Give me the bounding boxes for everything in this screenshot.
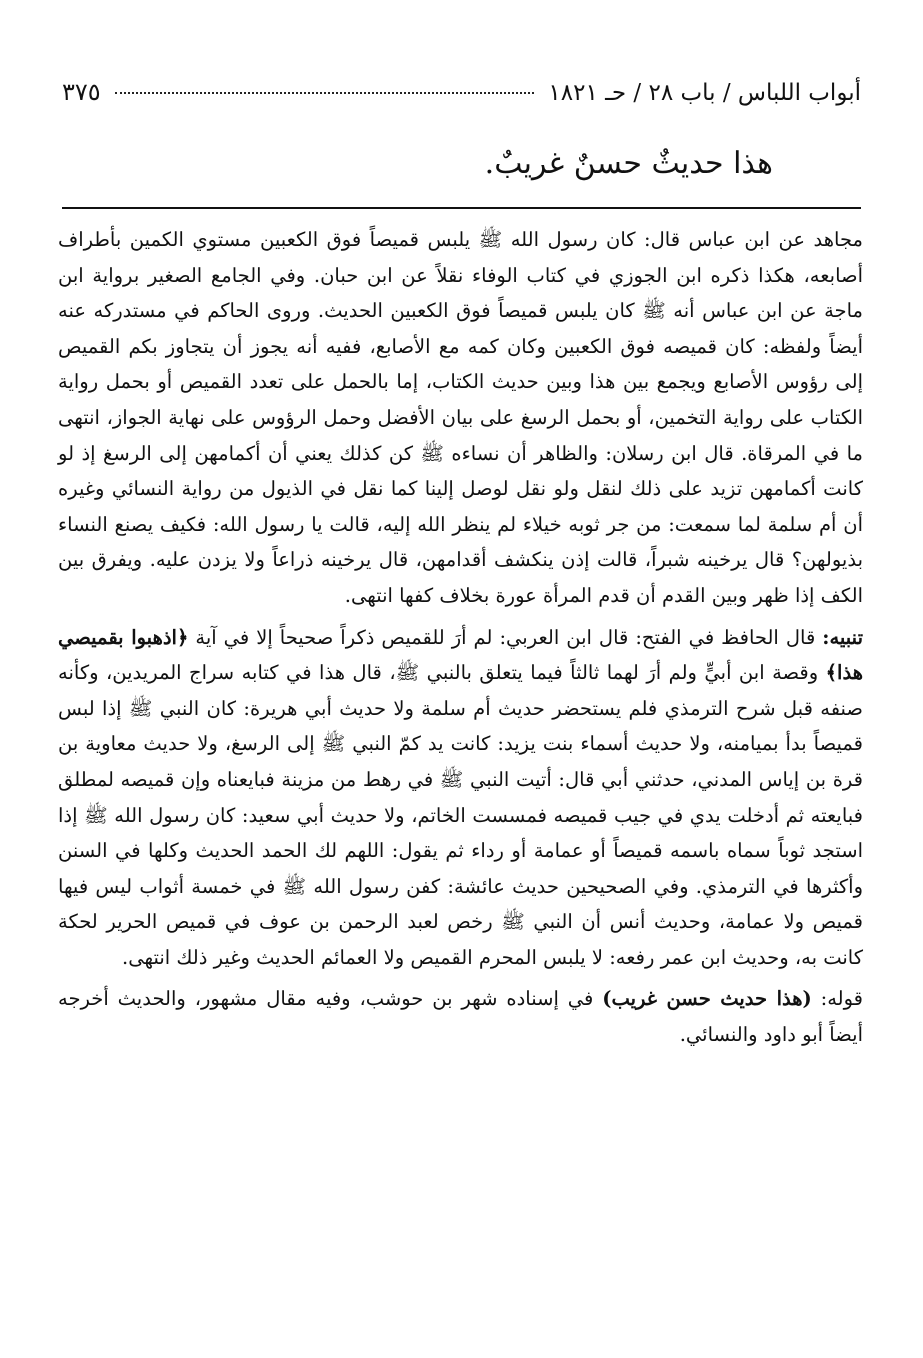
dotted-leader [115,92,535,94]
paragraph-3-text-b: في إسناده شهر بن حوشب، وفيه مقال مشهور، والحديث أخرجه أيضاً أبو داود والنسائي. [58,987,863,1047]
paragraph-3-text-a: قوله: [811,987,863,1011]
quran-quote: ﴿اذهبوا بقميصي هذا﴾ [58,625,863,685]
page-number: ٣٧٥ [62,78,101,106]
running-header [62,78,861,122]
separator-rule [62,207,861,209]
commentary-block [58,222,863,1053]
commentary-paragraph-3 [58,981,863,1052]
commentary-paragraph-1: مجاهد عن ابن عباس قال: كان رسول الله ﷺ يلبس قميصاً فوق الكعبين مستوي الكمين بأطراف أصابعه، هكذا ذكره ابن الجوزي في كتاب الوفاء نقلاً عن ابن حبان. وفي الجامع الصغير برواية ابن ماجة عن ابن عباس أنه ﷺ كان يلبس قميصاً فوق الكعبين الحديث. وروى الحاكم في مستدركه عنه أيضاً ولفظه: كان قميصه فوق الكعبين وكان كمه مع الأصابع، ففيه أنه يجوز أن يتجاوز بكم القميص إلى رؤوس الأصابع ويجمع بين هذا وبين حديث الكتاب، إما بالحمل على تعدد القميص أو بحمل رواية الكتاب على رواية التخمين، أو بحمل الرسغ على بيان الأفضل وحمل الرؤوس على نهاية الجواز، انتهى ما في المرقاة. قال ابن رسلان: والظاهر أن نساءه ﷺ كن كذلك يعني أن أكمامهن إلى الرسغ إذ لو كانت أكمامهن تزيد على ذلك لنقل ولو نقل لوصل إلينا كما نقل في الذيول من رواية النسائي وغيره أن أم سلمة لما سمعت: من جر ثوبه خيلاء لم ينظر الله إليه، قالت يا رسول الله: فكيف يصنع النساء بذيولهن؟ قال يرخينه شبراً، قالت إذن ينكشف أقدامهن، قال يرخينه ذراعاً ولا يزدن عليه. ويفرق بين الكف إذا ظهر وبين القدم أن قدم المرأة عورة بخلاف كفها انتهى. [58,228,863,607]
quoted-grade: (هذا حديث حسن غريب) [602,987,812,1011]
commentary-paragraph-2 [58,620,863,976]
paragraph-2-text-a: قال الحافظ في الفتح: قال ابن العربي: لم أرَ للقميص ذكراً صحيحاً إلا في آية [188,625,823,649]
note-label: تنبيه: [822,625,863,649]
running-title: أبواب اللباس / باب ٢٨ / حـ ١٨٢١ [548,80,861,106]
hadith-grade-line: هذا حديثٌ حسنٌ غريبٌ. [484,146,773,181]
paragraph-2-text-b: وقصة ابن أبيٍّ ولم أرَ لهما ثالثاً فيما يتعلق بالنبي ﷺ، قال هذا في كتابه سراج المريدين، وكأنه صنفه قبل شرح الترمذي فلم يستحضر حديث أم سلمة ولا حديث أبي هريرة: كان النبي ﷺ إذا لبس قميصاً بدأ بميامنه، ولا حديث أسماء بنت يزيد: كانت يد كمّ النبي ﷺ إلى الرسغ، ولا حديث معاوية بن قرة بن إياس المدني، حدثني أبي قال: أتيت النبي ﷺ في رهط من مزينة فبايعناه وإن قميصه لمطلق فبايعته ثم أدخلت يدي في جيب قميصه فمسست الخاتم، ولا حديث أبي سعيد: كان رسول الله ﷺ إذا استجد ثوباً سماه باسمه قميصاً أو عمامة أو رداء ثم يقول: اللهم لك الحمد الحديث وكلها في السنن وأكثرها في الترمذي. وفي الصحيحين حديث عائشة: كفن رسول الله ﷺ في خمسة أثواب ليس فيها قميص ولا عمامة، وحديث أنس أن النبي ﷺ رخص لعبد الرحمن بن عوف في قميص الحرير لحكة كانت به، وحديث ابن عمر رفعه: لا يلبس المحرم القميص ولا العمائم الحديث وغير ذلك انتهى. [58,661,863,969]
